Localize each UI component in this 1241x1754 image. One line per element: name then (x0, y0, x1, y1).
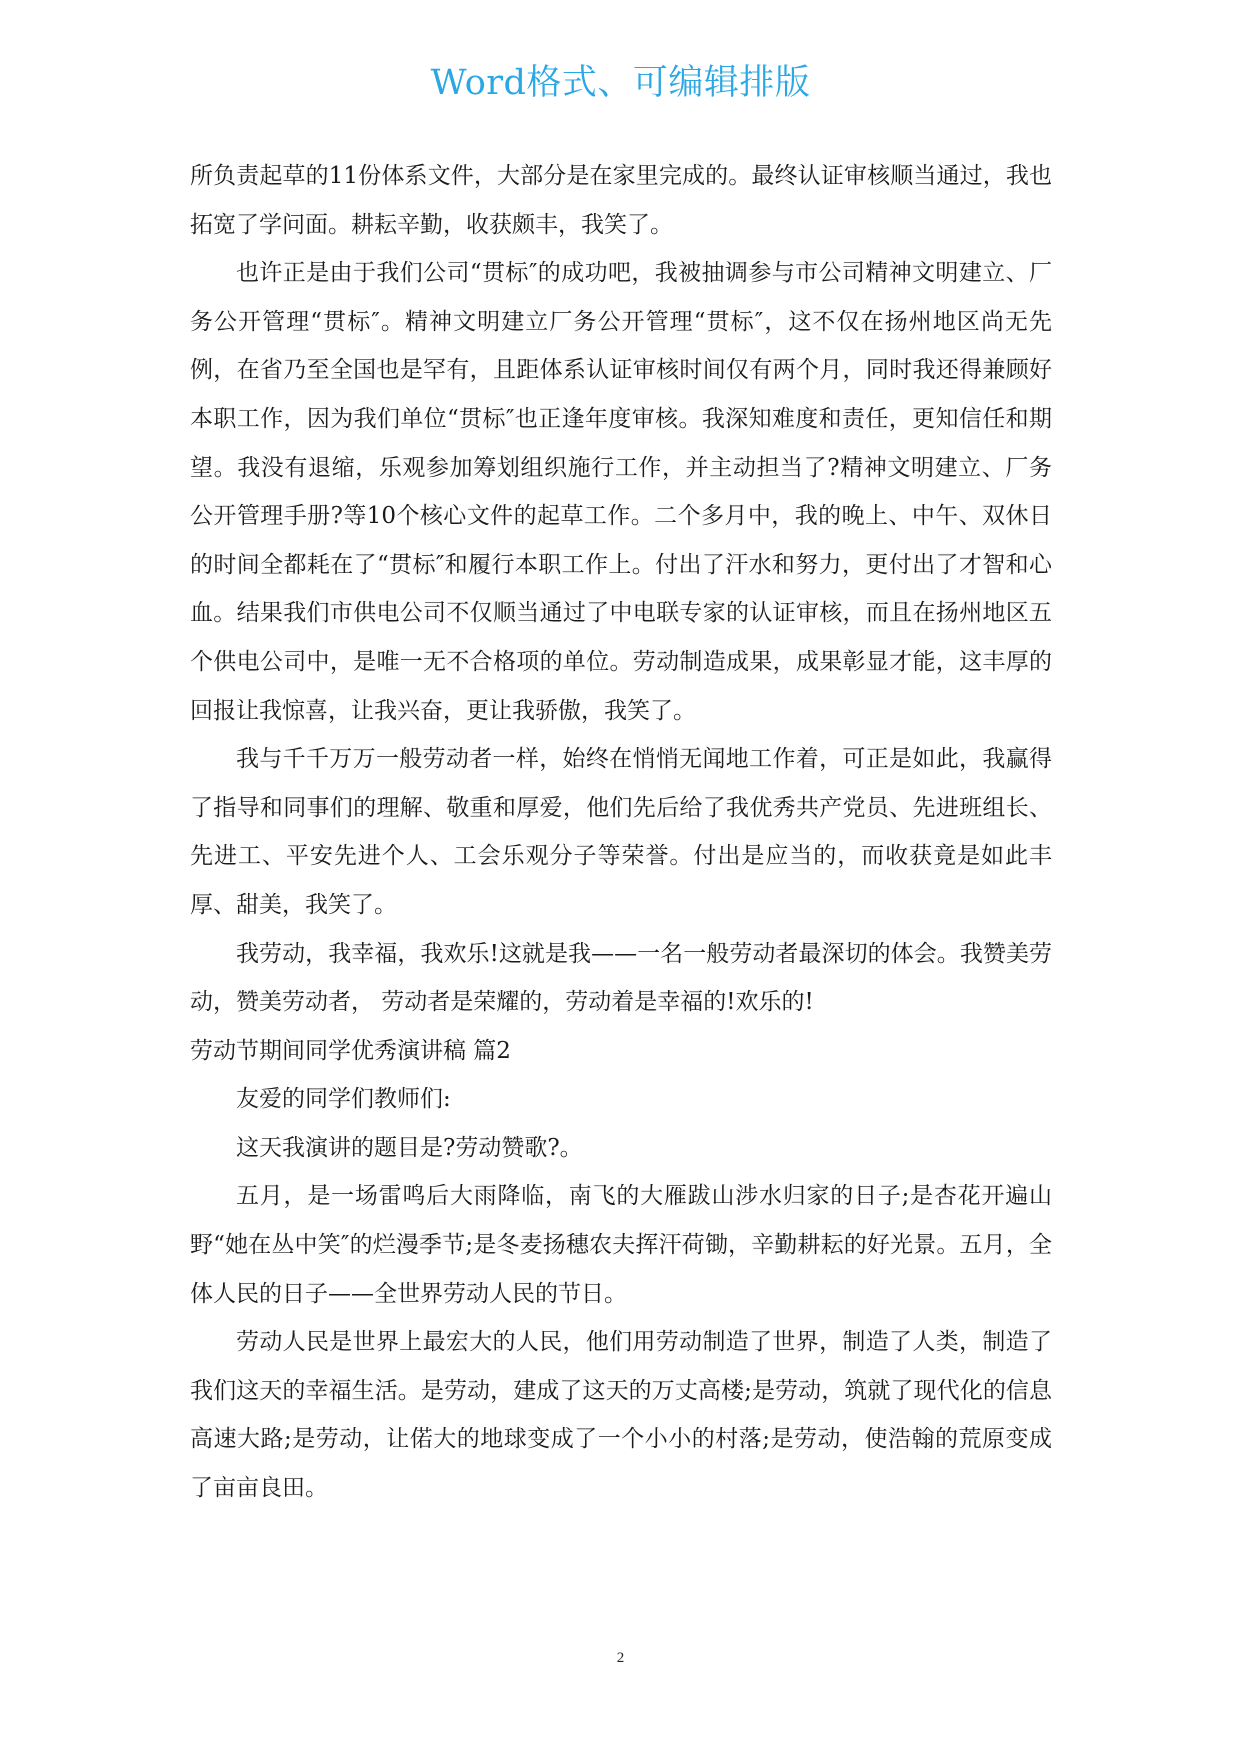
paragraph: 也许正是由于我们公司“贯标″的成功吧，我被抽调参与市公司精神文明建立、厂务公开管理“贯标″。精神文明建立厂务公开管理“贯标″，这不仅在扬州地区尚无先例，在省乃至全国也是罕有，且距体系认证审核时间仅有两个月，同时我还得兼顾好本职工作，因为我们单位“贯标″也正逢年度审核。我深知难度和责任，更知信任和期望。我没有退缩，乐观参加筹划组织施行工作，并主动担当了?精神文明建立、厂务公开管理手册?等10个核心文件的起草工作。二个多月中，我的晚上、中午、双休日的时间全都耗在了“贯标″和履行本职工作上。付出了汗水和努力，更付出了才智和心血。结果我们市供电公司不仅顺当通过了中电联专家的认证审核，而且在扬州地区五个供电公司中，是唯一无不合格项的单位。劳动制造成果，成果彰显才能，这丰厚的回报让我惊喜，让我兴奋，更让我骄傲，我笑了。 (190, 260, 1052, 724)
page-number: 2 (616, 1650, 625, 1666)
paragraph: 五月，是一场雷鸣后大雨降临，南飞的大雁跋山涉水归家的日子;是杏花开遍山野“她在丛中笑″的烂漫季节;是冬麦扬穗农夫挥汗荷锄，辛勤耕耘的好光景。五月，全体人民的日子——全世界劳动人民的节日。 (190, 1183, 1052, 1307)
page-header-title: Word格式、可编辑排版 (430, 63, 811, 103)
document-body (190, 152, 1052, 1513)
paragraph: 我与千千万万一般劳动者一样，始终在悄悄无闻地工作着，可正是如此，我赢得了指导和同事们的理解、敬重和厚爱，他们先后给了我优秀共产党员、先进班组长、先进工、平安先进个人、工会乐观分子等荣誉。付出是应当的，而收获竟是如此丰厚、甜美，我笑了。 (190, 746, 1052, 918)
salutation: 友爱的同学们教师们: (236, 1086, 451, 1113)
paragraph: 我劳动，我幸福，我欢乐!这就是我——一名一般劳动者最深切的体会。我赞美劳动，赞美劳动者， 劳动者是荣耀的，劳动着是幸福的!欢乐的! (190, 940, 1052, 1016)
paragraph: 劳动人民是世界上最宏大的人民，他们用劳动制造了世界，制造了人类，制造了我们这天的幸福生活。是劳动，建成了这天的万丈高楼;是劳动，筑就了现代化的信息高速大路;是劳动，让偌大的地球变成了一个小小的村落;是劳动，使浩翰的荒原变成了亩亩良田。 (190, 1329, 1052, 1502)
section-heading: 劳动节期间同学优秀演讲稿 篇2 (190, 1037, 511, 1064)
paragraph-continuation: 所负责起草的11份体系文件，大部分是在家里完成的。最终认证审核顺当通过，我也拓宽了学问面。耕耘辛勤，收获颇丰，我笑了。 (190, 163, 1052, 238)
paragraph: 这天我演讲的题目是?劳动赞歌?。 (236, 1134, 583, 1161)
